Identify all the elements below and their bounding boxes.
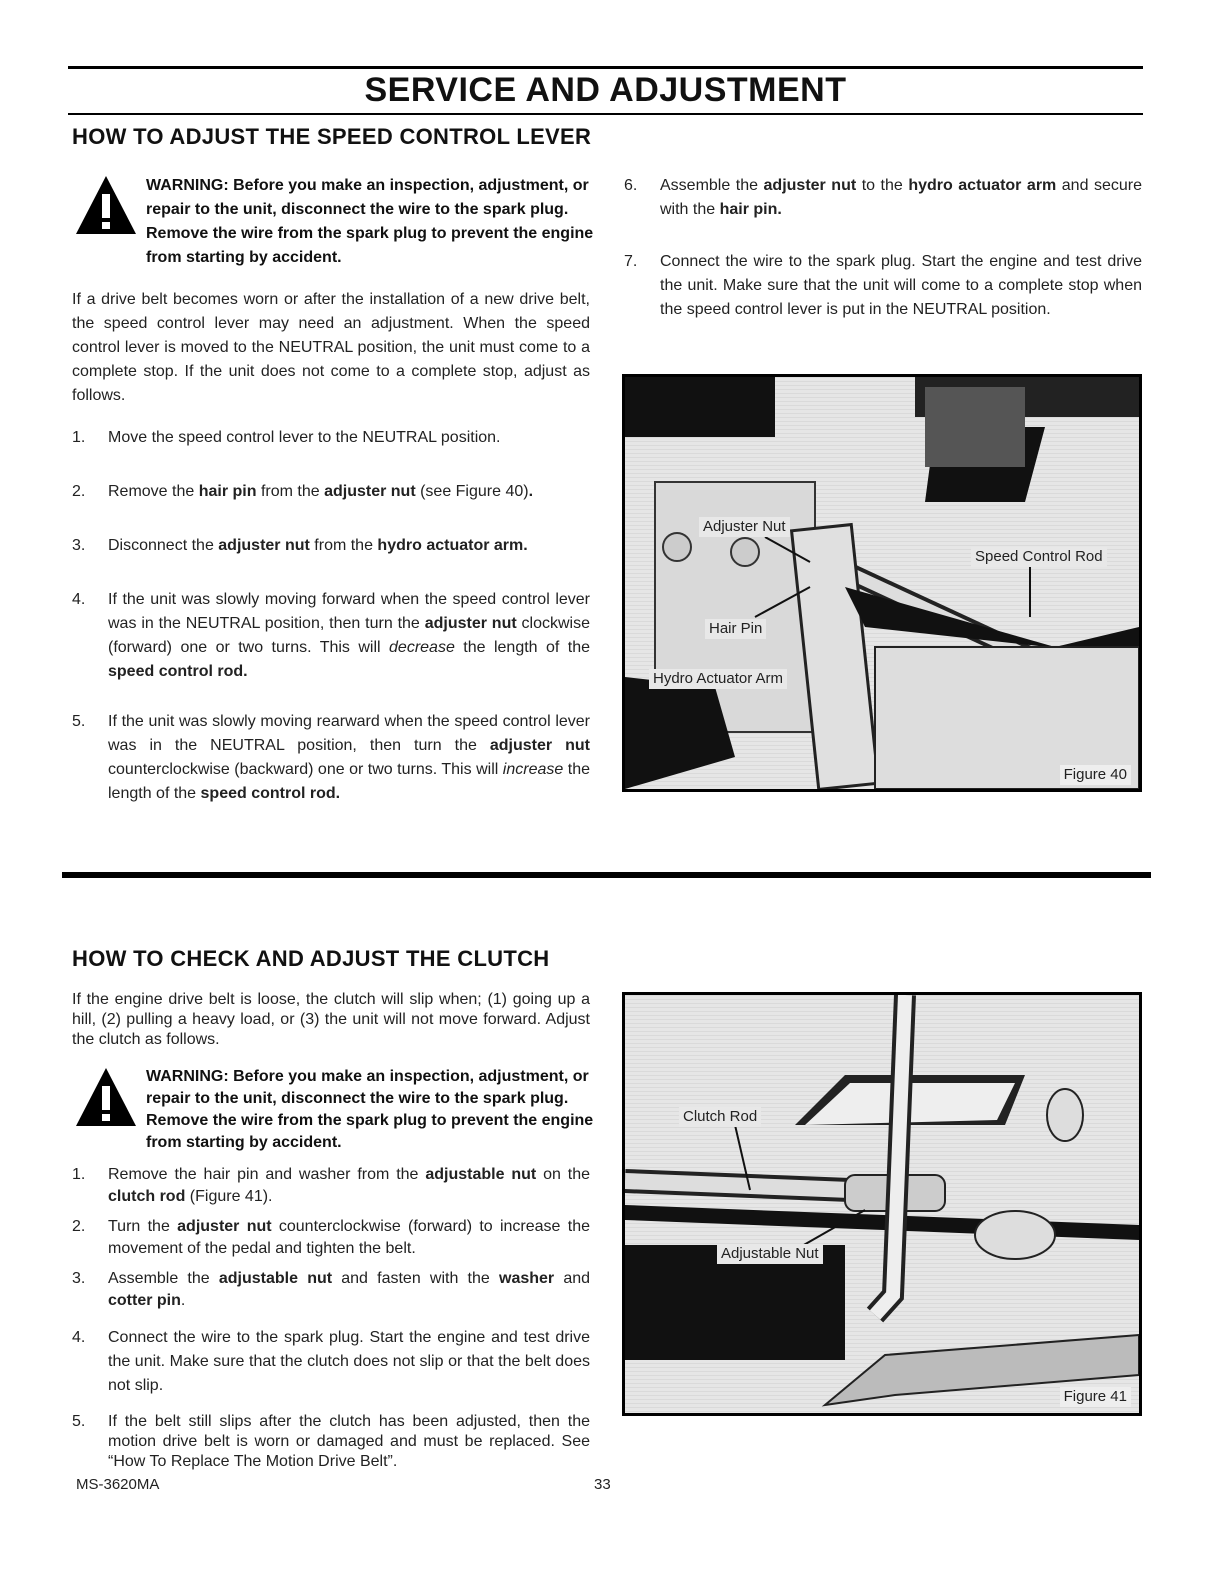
speed-control-illustration	[625, 377, 1139, 789]
header-rule-bottom	[68, 113, 1143, 115]
page-title: SERVICE AND ADJUSTMENT	[364, 71, 847, 109]
warning-triangle-icon	[74, 174, 138, 236]
warning-text: WARNING: Before you make an inspection, adjustment, or repair to the unit, disconnect the wire to the spark plug. Remove the wire from the spark plug to prevent the engine from starting by accident.	[146, 177, 594, 266]
clutch-step-5: 5. If the belt still slips after the clutch has been adjusted, then the motion drive belt is worn or damaged and must be replaced. See “How To Replace The Motion Drive Belt”.	[72, 1413, 590, 1470]
figure-41	[622, 992, 1142, 1416]
intro-paragraph: If a drive belt becomes worn or after the installation of a new drive belt, the speed control lever may need an adjustment. When the speed control lever is moved to the NEUTRAL position, the unit must come to a complete stop. If the unit does not come to a complete stop, adjust as follows.	[72, 291, 590, 404]
callout-adjuster-nut: Adjuster Nut	[699, 517, 790, 537]
warning-block-2	[74, 1066, 594, 1154]
step-6: 6. Assemble the adjuster nut to the hydro actuator arm and secure with the hair pin.	[624, 177, 1143, 218]
callout-hair-pin: Hair Pin	[705, 619, 766, 639]
clutch-step-3: 3. Assemble the adjustable nut and fasten with the washer and cotter pin.	[72, 1270, 591, 1309]
warning-triangle-icon	[74, 1066, 138, 1128]
clutch-intro-paragraph: If the engine drive belt is loose, the clutch will slip when; (1) going up a hill, (2) pulling a heavy load, or (3) the unit will not move forward. Adjust the clutch as follows.	[72, 991, 590, 1048]
warning-block-1	[74, 174, 594, 270]
figure-40-label: Figure 40	[1060, 765, 1131, 785]
footer-model-number: MS-3620MA	[76, 1476, 160, 1493]
callout-speed-control-rod: Speed Control Rod	[971, 547, 1107, 567]
clutch-illustration	[625, 995, 1139, 1413]
section-title-speed-control: HOW TO ADJUST THE SPEED CONTROL LEVER	[72, 124, 592, 149]
footer-page-number: 33	[594, 1476, 611, 1493]
figure-40	[622, 374, 1142, 792]
step-5: 5. If the unit was slowly moving rearward when the speed control lever was in the NEUTRAL position, then turn the adjuster nut counterclockwise (backward) one or two turns. This will increase the length of the speed control rod.	[72, 713, 591, 802]
step-4: 4. If the unit was slowly moving forward when the speed control lever was in the NEUTRAL position, then turn the adjuster nut clockwise (forward) one or two turns. This will decrease the length of the speed control rod.	[72, 591, 591, 680]
section-title-clutch: HOW TO CHECK AND ADJUST THE CLUTCH	[72, 946, 550, 971]
warning-text: WARNING: Before you make an inspection, adjustment, or repair to the unit, disconnect the wire to the spark plug. Remove the wire from the spark plug to prevent the engine from starting by accident.	[146, 1068, 594, 1151]
clutch-step-4: 4. Connect the wire to the spark plug. Start the engine and test drive the unit. Make sure that the clutch does not slip or that the belt does not slip.	[72, 1329, 590, 1394]
step-1: 1. Move the speed control lever to the NEUTRAL position.	[72, 429, 501, 446]
clutch-step-1: 1. Remove the hair pin and washer from the adjustable nut on the clutch rod (Figure 41).	[72, 1166, 590, 1205]
callout-clutch-rod: Clutch Rod	[679, 1107, 761, 1127]
section-divider	[62, 872, 1151, 878]
figure-41-label: Figure 41	[1060, 1387, 1131, 1407]
callout-adjustable-nut: Adjustable Nut	[717, 1244, 823, 1264]
step-2: 2. Remove the hair pin from the adjuster nut (see Figure 40).	[72, 483, 534, 500]
step-3: 3. Disconnect the adjuster nut from the hydro actuator arm.	[72, 537, 528, 554]
step-7: 7. Connect the wire to the spark plug. Start the engine and test drive the unit. Make sure that the unit will come to a complete stop when the speed control lever is put in the NEUTRAL position.	[624, 253, 1142, 318]
clutch-step-2: 2. Turn the adjuster nut counterclockwise (forward) to increase the movement of the pedal and tighten the belt.	[72, 1218, 590, 1257]
callout-hydro-actuator-arm: Hydro Actuator Arm	[649, 669, 787, 689]
